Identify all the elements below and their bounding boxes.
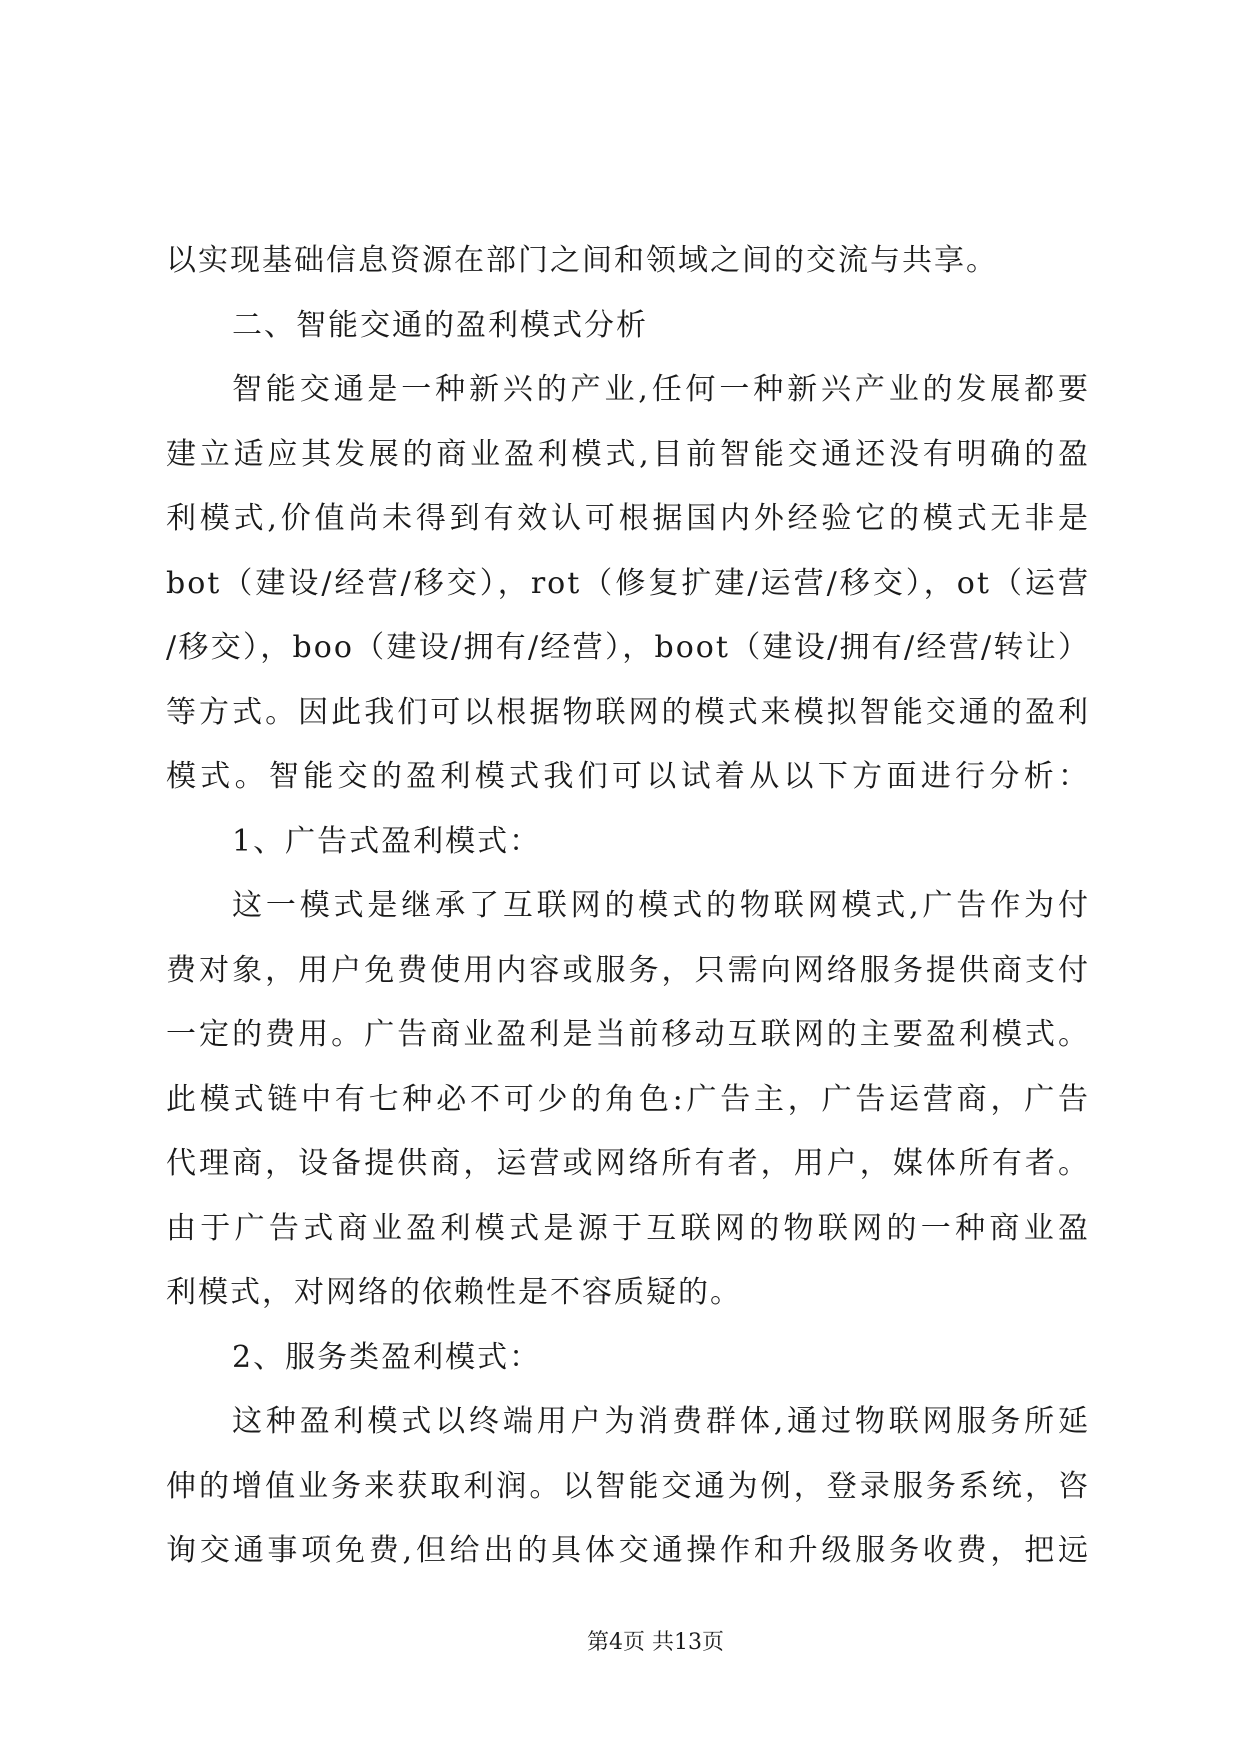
body-text-line: 利模式，对网络的依赖性是不容质疑的。 <box>166 1275 742 1310</box>
body-text-line: 这一模式是继承了互联网的模式的物联网模式,广告作为付 <box>232 888 1090 923</box>
body-text-line: 模式。智能交的盈利模式我们可以试着从以下方面进行分析： <box>166 759 1090 794</box>
body-text-line: 此模式链中有七种必不可少的角色:广告主，广告运营商，广告 <box>166 1081 1090 1117</box>
subsection-heading: 2、服务类盈利模式： <box>232 1339 542 1375</box>
body-text-line: 费对象，用户免费使用内容或服务，只需向网络服务提供商支付 <box>166 952 1090 988</box>
body-text-line: 一定的费用。广告商业盈利是当前移动互联网的主要盈利模式。 <box>166 1017 1090 1052</box>
body-text <box>166 229 1090 1584</box>
page-number-footer: 第4页 共13页 <box>587 1630 724 1655</box>
body-text-line: bot（建设/经营/移交），rot（修复扩建/运营/移交），ot（运营 <box>166 565 1090 601</box>
body-text-line: 利模式,价值尚未得到有效认可根据国内外经验它的模式无非是 <box>166 501 1090 536</box>
body-text-line: 以实现基础信息资源在部门之间和领域之间的交流与共享。 <box>166 243 998 278</box>
body-text-line: 询交通事项免费,但给出的具体交通操作和升级服务收费，把远 <box>166 1533 1090 1568</box>
body-text-line: 由于广告式商业盈利模式是源于互联网的物联网的一种商业盈 <box>166 1210 1090 1246</box>
subsection-heading: 1、广告式盈利模式： <box>232 823 542 859</box>
body-text-line: 智能交通是一种新兴的产业,任何一种新兴产业的发展都要 <box>232 372 1090 407</box>
body-text-line: 代理商，设备提供商，运营或网络所有者，用户，媒体所有者。 <box>166 1146 1090 1181</box>
body-text-line: /移交），boo（建设/拥有/经营），boot（建设/拥有/经营/转让） <box>166 630 1090 665</box>
body-text-line: 这种盈利模式以终端用户为消费群体,通过物联网服务所延 <box>232 1404 1090 1439</box>
body-text-line: 伸的增值业务来获取利润。以智能交通为例，登录服务系统，咨 <box>166 1468 1090 1504</box>
body-text-line: 等方式。因此我们可以根据物联网的模式来模拟智能交通的盈利 <box>166 694 1090 730</box>
body-text-line: 建立适应其发展的商业盈利模式,目前智能交通还没有明确的盈 <box>166 436 1090 472</box>
section-heading: 二、智能交通的盈利模式分析 <box>232 307 648 343</box>
